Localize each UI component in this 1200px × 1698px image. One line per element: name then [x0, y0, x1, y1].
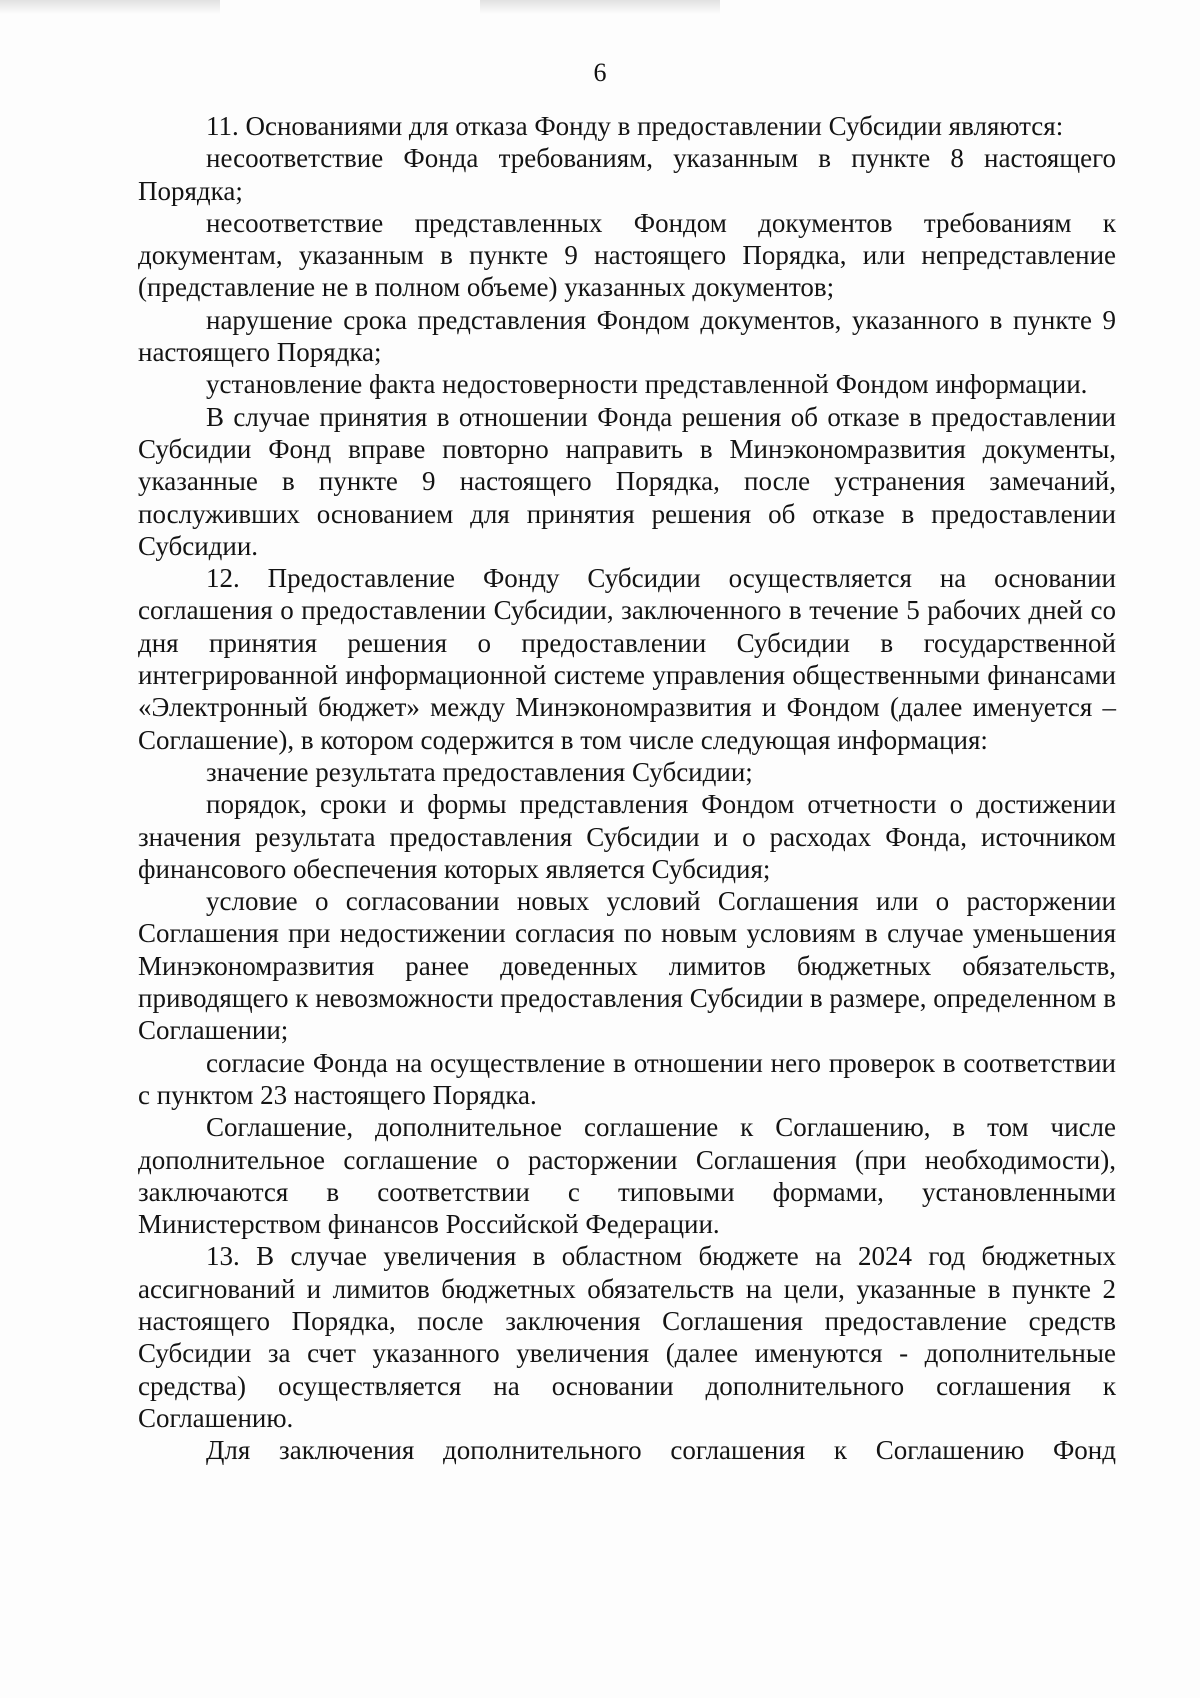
paragraph: нарушение срока представления Фондом документов, указанного в пункте 9 настоящего Порядка; [138, 304, 1116, 368]
paragraph: Для заключения дополнительного соглашения к Соглашению Фонд [206, 1435, 1116, 1466]
paragraph: 12. Предоставление Фонду Субсидии осуществляется на основании соглашения о предоставлении Субсидии, заключенного в течение 5 рабочих дней со дня принятия решения о предоставлении Субсидии в государственной интегрированной информационной системе управления общественными финансами «Электронный бюджет» между Минэкономразвития и Фондом (далее именуется – Соглашение), в котором содержится в том числе следующая информация: [138, 563, 1116, 755]
paragraph: значение результата предоставления Субсидии; [206, 756, 753, 787]
page-number: 6 [593, 58, 607, 87]
paragraph: Соглашение, дополнительное соглашение к Соглашению, в том числе дополнительное соглашение о расторжении Соглашения (при необходимости), заключаются в соответствии с типовыми формами, установленными Министерством финансов Российской Федерации. [138, 1112, 1116, 1240]
paragraph: 13. В случае увеличения в областном бюджете на 2024 год бюджетных ассигнований и лимитов бюджетных обязательств на цели, указанные в пункте 2 настоящего Порядка, после заключения Соглашения предоставление средств Субсидии за счет указанного увеличения (далее именуются - дополнительные средства) осуществляется на основании дополнительного соглашения к Соглашению. [138, 1241, 1116, 1433]
document-body [138, 110, 1116, 1466]
scan-artifact [480, 0, 720, 14]
paragraph: установление факта недостоверности представленной Фондом информации. [206, 369, 1088, 400]
paragraph: условие о согласовании новых условий Соглашения или о расторжении Соглашения при недостижении согласия по новым условиям в случае уменьшения Минэкономразвития ранее доведенных лимитов бюджетных обязательств, приводящего к невозможности предоставления Субсидии в размере, определенном в Соглашении; [138, 886, 1116, 1046]
scan-artifact [0, 0, 220, 14]
paragraph: 11. Основаниями для отказа Фонду в предоставлении Субсидии являются: [206, 111, 1064, 141]
paragraph: В случае принятия в отношении Фонда решения об отказе в предоставлении Субсидии Фонд вправе повторно направить в Минэкономразвития документы, указанные в пункте 9 настоящего Порядка, после устранения замечаний, послуживших основанием для принятия решения об отказе в предоставлении Субсидии. [138, 401, 1116, 561]
paragraph: несоответствие Фонда требованиям, указанным в пункте 8 настоящего Порядка; [138, 143, 1116, 206]
paragraph: несоответствие представленных Фондом документов требованиям к документам, указанным в пункте 9 настоящего Порядка, или непредставление (представление не в полном объеме) указанных документов; [138, 207, 1116, 303]
paragraph: согласие Фонда на осуществление в отношении него проверок в соответствии с пунктом 23 настоящего Порядка. [138, 1047, 1116, 1110]
paragraph: порядок, сроки и формы представления Фондом отчетности о достижении значения результата предоставления Субсидии и о расходах Фонда, источником финансового обеспечения которых является Субсидия; [138, 789, 1116, 884]
